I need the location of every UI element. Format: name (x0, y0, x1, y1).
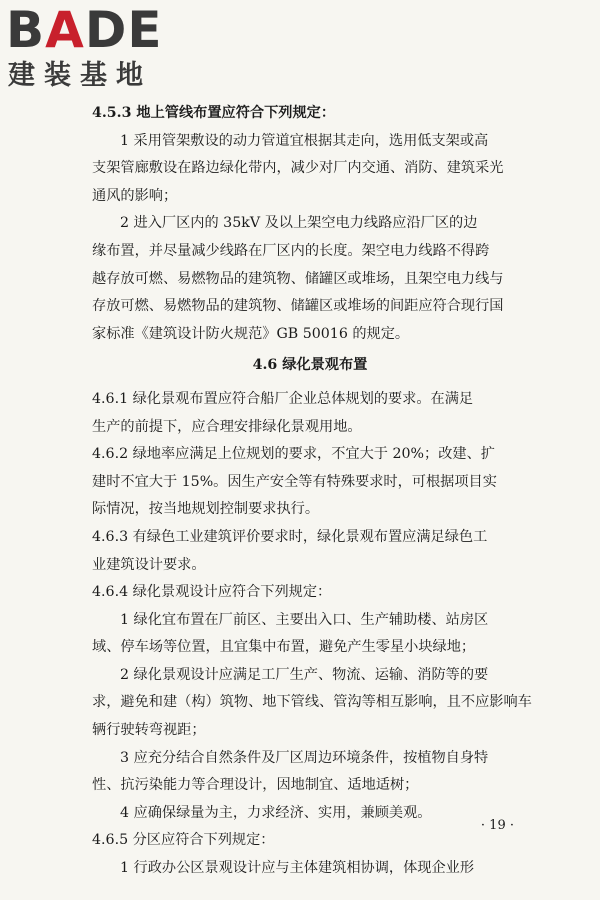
text-line: 际情况，按当地规划控制要求执行。 (92, 501, 320, 518)
text-line: 性、抗污染能力等合理设计，因地制宜、适地适树； (92, 777, 419, 794)
logo-subtitle: 建装基地 (8, 60, 152, 91)
text-line: 求，避免和建（构）筑物、地下管线、管沟等相互影响，且不应影响车 (92, 694, 532, 711)
clause-4-6-1: 4.6.1 绿化景观布置应符合船厂企业总体规划的要求。在满足 (92, 390, 474, 407)
text-line: 生产的前提下，应合理安排绿化景观用地。 (92, 418, 362, 435)
text-line: 4 应确保绿量为主，力求经济、实用，兼顾美观。 (120, 804, 432, 821)
logo (6, 2, 186, 96)
logo-letter-a: A (45, 1, 85, 59)
document-body (92, 100, 532, 883)
section-heading: 4.6 绿化景观布置 (252, 357, 368, 374)
text-line: 家标准《建筑设计防火规范》GB 50016 的规定。 (92, 325, 410, 342)
text-line: 1 绿化宜布置在厂前区、主要出入口、生产辅助楼、站房区 (120, 611, 489, 628)
text-line: 1 行政办公区景观设计应与主体建筑相协调，体现企业形 (120, 860, 475, 877)
clause-4-6-5: 4.6.5 分区应符合下列规定： (92, 832, 275, 849)
logo-wordmark (6, 2, 163, 58)
text-line: 1 采用管架敷设的动力管道宜根据其走向，选用低支架或高 (120, 132, 489, 149)
clause-4-5-3: 4.5.3 地上管线布置应符合下列规定： (92, 105, 336, 121)
text-line: 2 进入厂区内的 35kV 及以上架空电力线路应沿厂区的边 (120, 215, 478, 232)
page-number: · 19 · (480, 818, 514, 833)
text-line: 缘布置，并尽量减少线路在厂区内的长度。架空电力线路不得跨 (92, 242, 490, 259)
text-line: 建时不宜大于 15%。因生产安全等有特殊要求时，可根据项目实 (92, 473, 497, 490)
logo-letters-de: DE (84, 1, 163, 59)
text-line: 业建筑设计要求。 (92, 556, 206, 573)
text-line: 域、停车场等位置，且宜集中布置，避免产生零星小块绿地； (92, 639, 476, 656)
text-line: 通风的影响； (92, 187, 178, 204)
clause-4-6-2: 4.6.2 绿地率应满足上位规划的要求，不宜大于 20%；改建、扩 (92, 446, 495, 463)
text-line: 辆行驶转弯视距； (92, 722, 206, 739)
clause-4-6-3: 4.6.3 有绿色工业建筑评价要求时，绿化景观布置应满足绿色工 (92, 528, 488, 545)
text-line: 2 绿化景观设计应满足工厂生产、物流、运输、消防等的要 (120, 666, 489, 683)
text-line: 支架管廊敷设在路边绿化带内，减少对厂内交通、消防、建筑采光 (92, 160, 504, 177)
clause-4-6-4: 4.6.4 绿化景观设计应符合下列规定： (92, 584, 332, 601)
text-line: 存放可燃、易燃物品的建筑物、储罐区或堆场的间距应符合现行国 (92, 298, 504, 315)
text-line: 3 应充分结合自然条件及厂区周边环境条件，按植物自身特 (120, 749, 489, 766)
text-line: 越存放可燃、易燃物品的建筑物、储罐区或堆场，且架空电力线与 (92, 270, 504, 287)
logo-letter-b: B (6, 1, 46, 59)
